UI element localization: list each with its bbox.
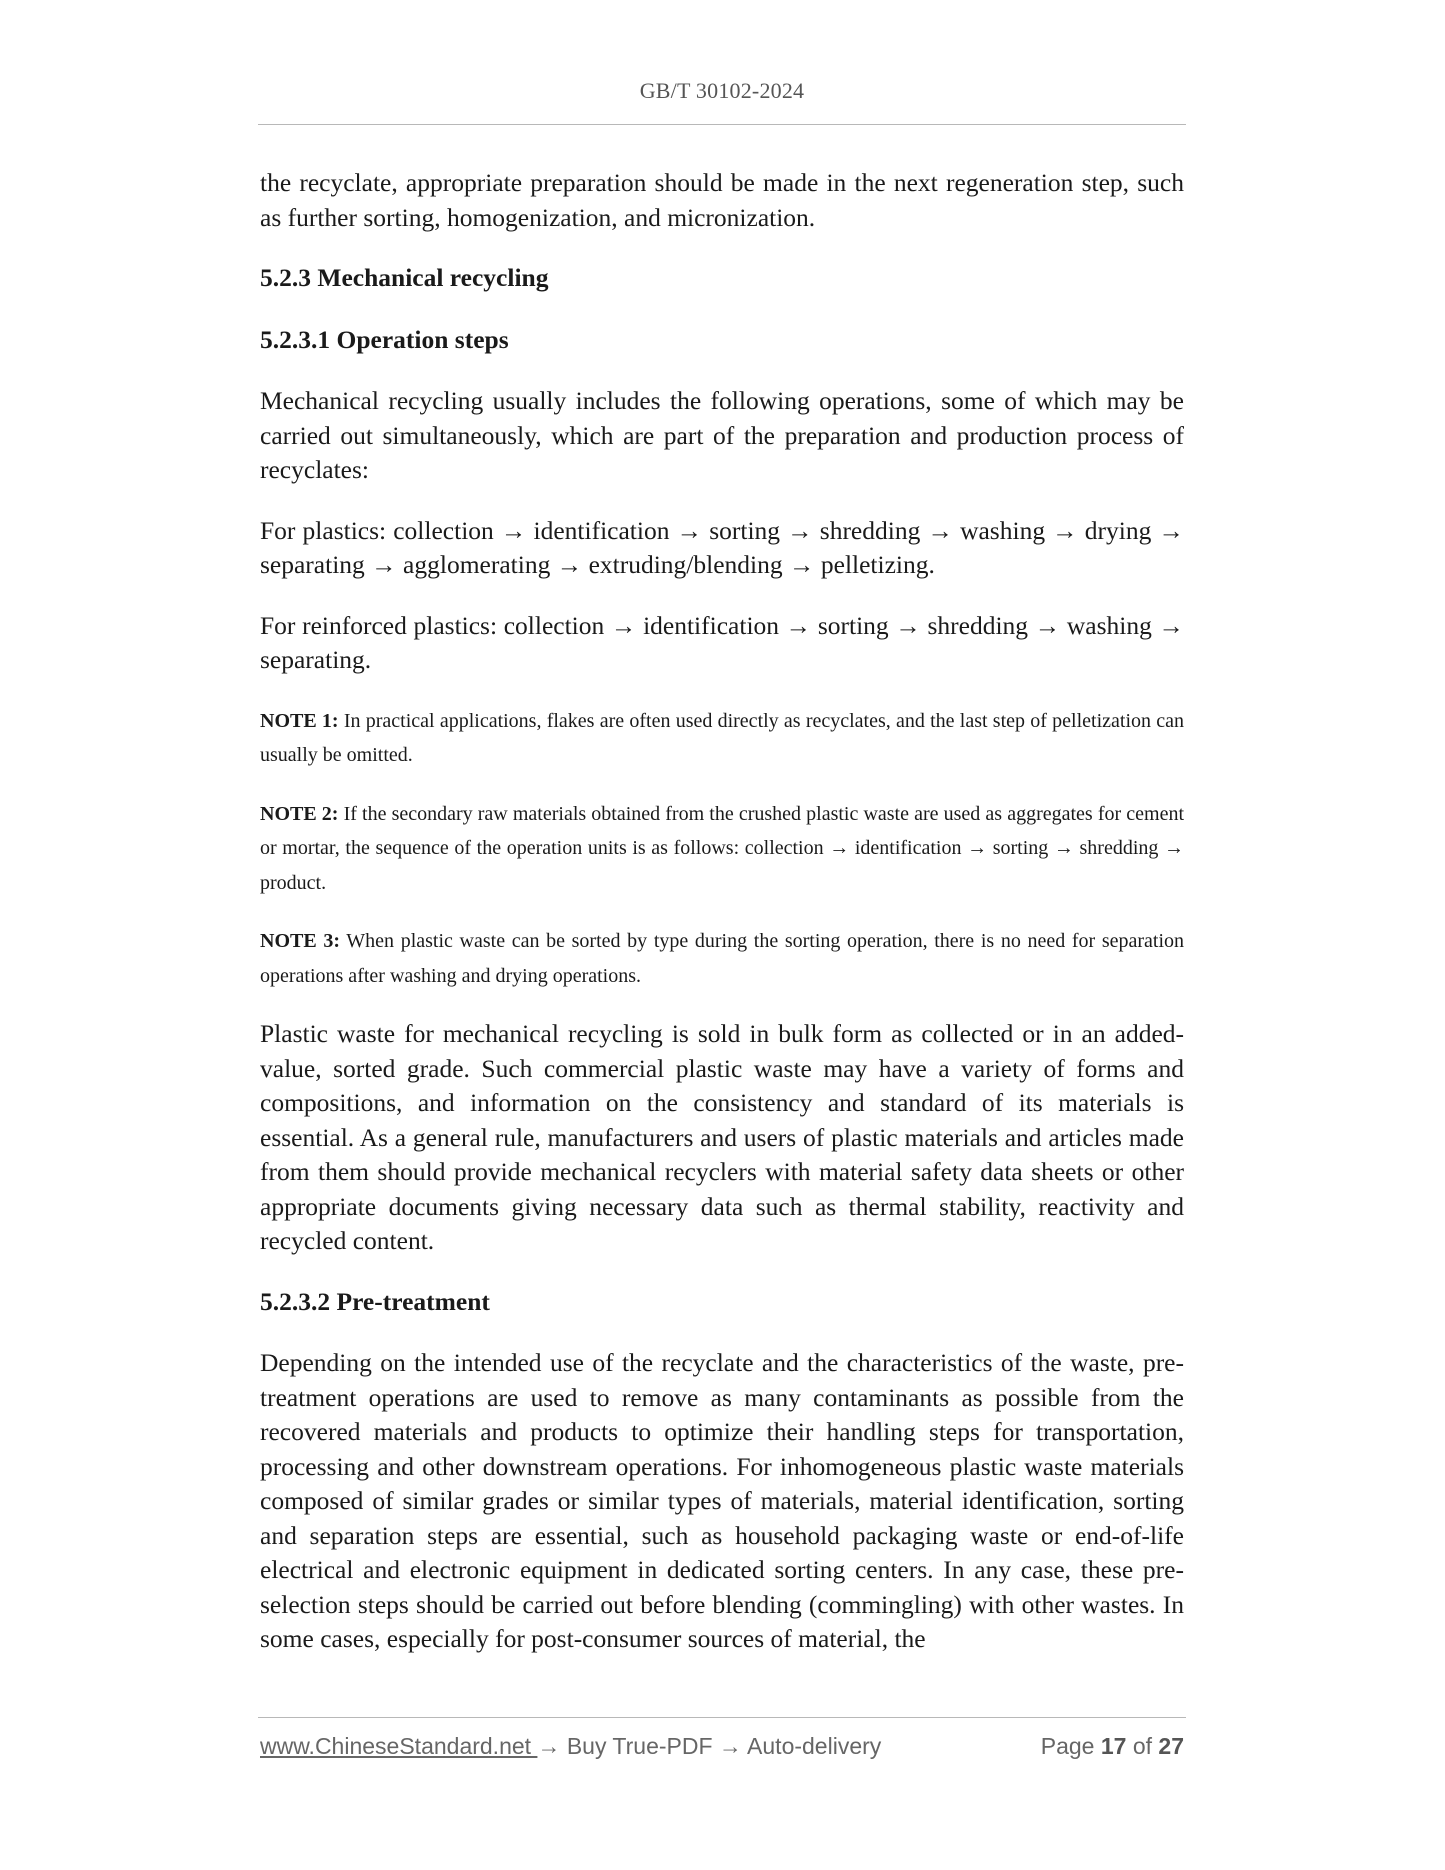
note-3	[260, 924, 1184, 993]
note-text: In practical applications, flakes are often used directly as recyclates, and the last step of pelletization can usually be omitted.	[260, 709, 1185, 766]
note-text: If the secondary raw materials obtained from the crushed plastic waste are used as aggregates for cement or mortar, the sequence of the operation units is as follows: collection → identification → sorting → shredding → product.	[260, 802, 1185, 894]
plastics-sequence-paragraph: For plastics: collection → identification → sorting → shredding → washing → drying → separating → agglomerating → extruding/blending → pelletizing.	[260, 515, 1184, 579]
footer-divider	[258, 1717, 1186, 1718]
operations-paragraph: Mechanical recycling usually includes the following operations, some of which may be carried out simultaneously, which are part of the preparation and production process of recyclates:	[260, 386, 1184, 484]
note-1	[260, 704, 1184, 773]
section-heading-5-2-3: 5.2.3 Mechanical recycling	[260, 263, 549, 292]
footer-promo-text: → Buy True-PDF → Auto-delivery	[537, 1733, 882, 1759]
note-text: When plastic waste can be sorted by type during the sorting operation, there is no need for separation operations after washing and drying operations.	[260, 930, 1185, 987]
reinforced-plastics-sequence-paragraph: For reinforced plastics: collection → identification → sorting → shredding → washing → separating.	[260, 610, 1184, 674]
note-2	[260, 797, 1184, 901]
page-header-standard-code: GB/T 30102-2024	[639, 78, 805, 103]
footer-promo	[260, 1733, 881, 1760]
section-heading-5-2-3-1: 5.2.3.1 Operation steps	[260, 324, 509, 354]
section-heading-5-2-3-2: 5.2.3.2 Pre-treatment	[260, 1286, 490, 1316]
website-link[interactable]: www.ChineseStandard.net	[260, 1733, 538, 1759]
total-page-count: 27	[1158, 1733, 1184, 1759]
current-page-number: 17	[1100, 1733, 1127, 1759]
note-label: NOTE 1:	[260, 709, 339, 732]
pretreatment-paragraph: Depending on the intended use of the recyclate and the characteristics of the waste, pre-treatment operations are used to remove as many contaminants as possible from the recovered materials and products to optimize their handling steps for transportation, processing and other downstream operations. For inhomogeneous plastic waste materials composed of similar grades or similar types of materials, material identification, sorting and separation steps are essential, such as household packaging waste or end-of-life electrical and electronic equipment in dedicated sorting centers. In any case, these pre-selection steps should be carried out before blending (commingling) with other wastes. In some cases, especially for post-consumer sources of material, the	[260, 1348, 1184, 1653]
bulk-waste-paragraph: Plastic waste for mechanical recycling is sold in bulk form as collected or in an added-value, sorted grade. Such commercial plastic waste may have a variety of forms and compositions, and information on the consistency and standard of its materials is essential. As a general rule, manufacturers and users of plastic materials and articles made from them should provide mechanical recyclers with material safety data sheets or other appropriate documents giving necessary data such as thermal stability, reactivity and recycled content.	[260, 1019, 1184, 1255]
of-word: of	[1132, 1733, 1153, 1759]
note-label: NOTE 3:	[260, 930, 340, 952]
page-footer	[260, 1733, 1184, 1769]
note-label: NOTE 2:	[260, 802, 339, 825]
page-number	[1041, 1733, 1184, 1760]
header-divider	[258, 124, 1186, 125]
page-word: Page	[1040, 1733, 1095, 1759]
intro-paragraph: the recyclate, appropriate preparation should be made in the next regeneration step, such as further sorting, homogenization, and micronization.	[260, 168, 1184, 232]
document-body	[260, 166, 1184, 1683]
